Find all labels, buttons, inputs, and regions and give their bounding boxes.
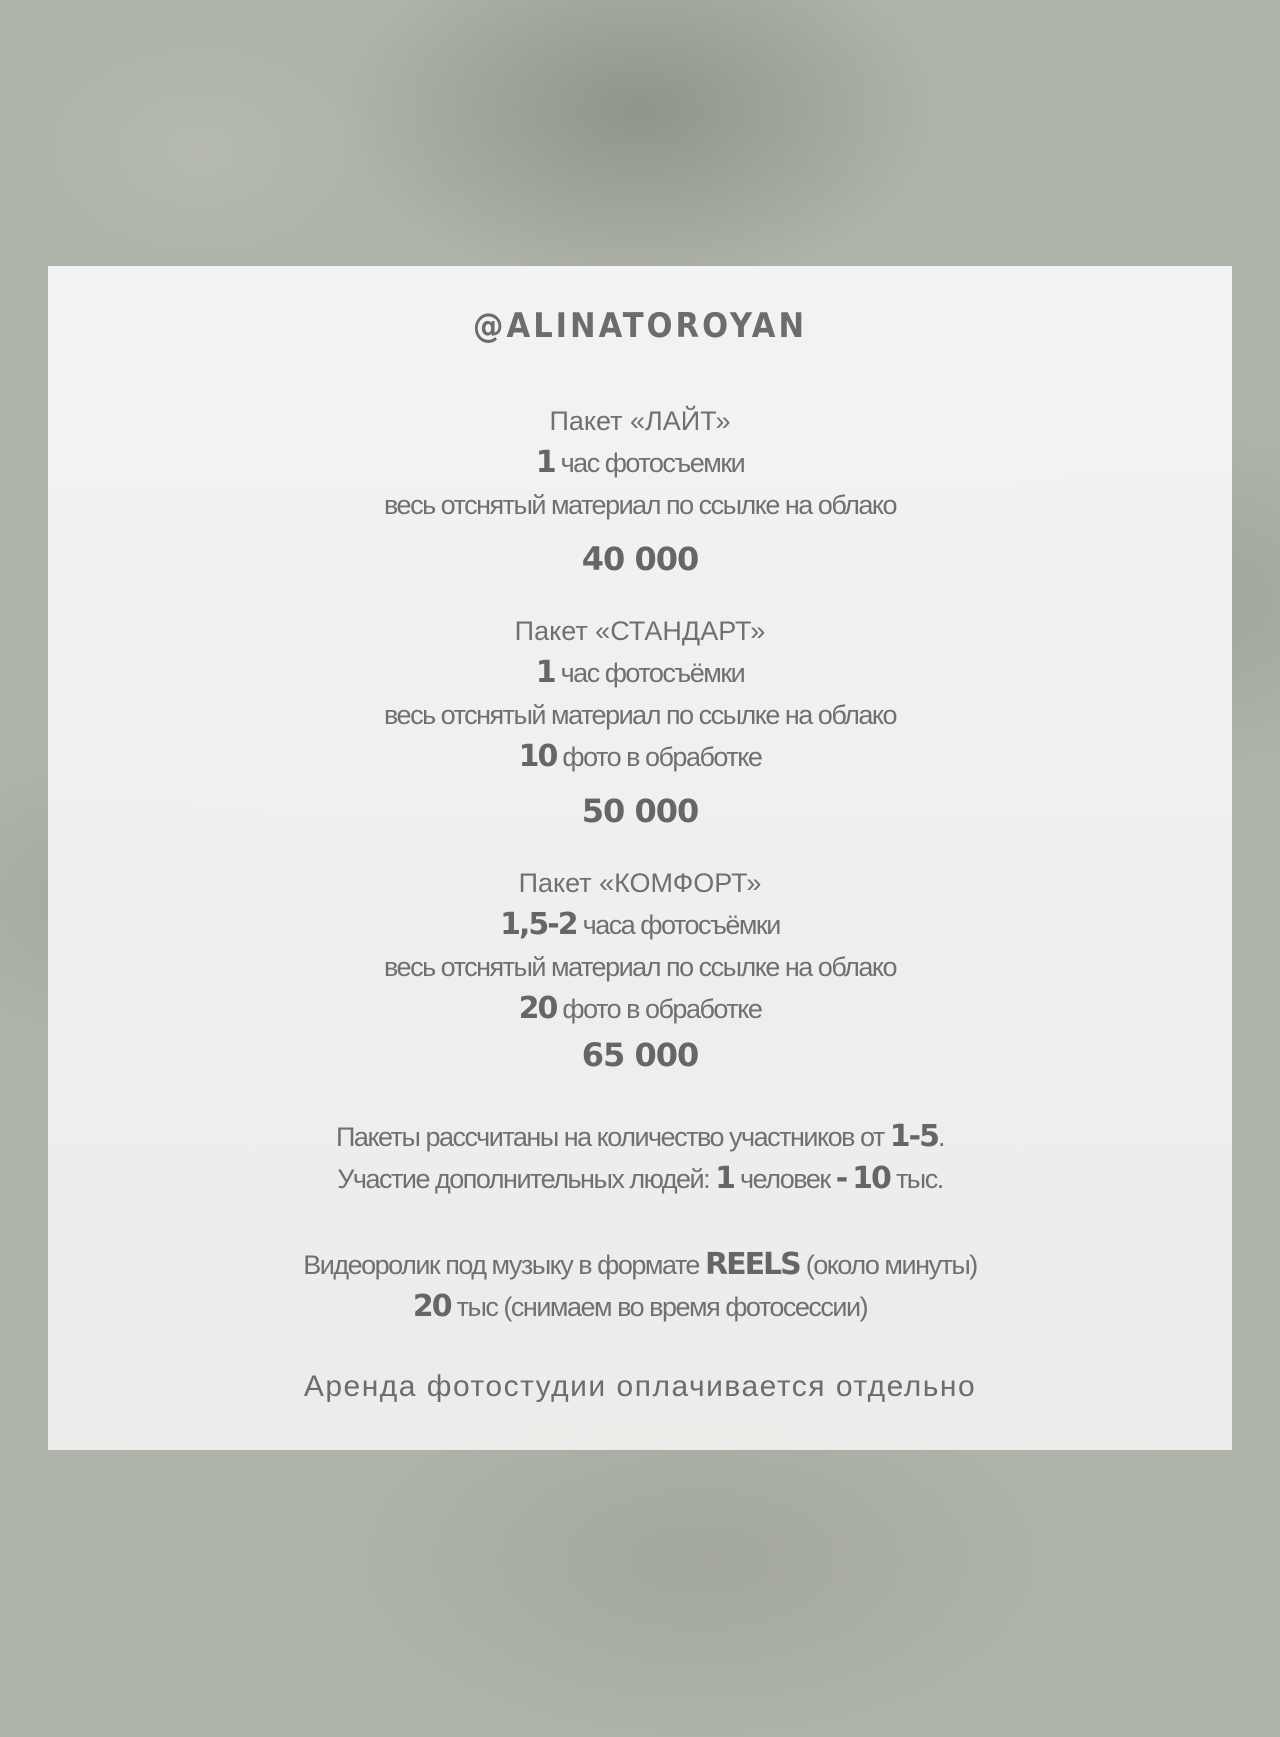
duration-text: час фотосъемки: [560, 448, 745, 478]
package-standard-duration: [48, 656, 1232, 690]
extra-people-note: [48, 1162, 1232, 1196]
video-note: [48, 1248, 1232, 1282]
extra-price-number: 10: [852, 1161, 890, 1196]
participants-note: [48, 1120, 1232, 1154]
package-lite-duration: [48, 446, 1232, 480]
price-card: [48, 266, 1232, 1450]
package-comfort-duration: [48, 908, 1232, 942]
package-comfort-price: 65 000: [581, 1036, 699, 1074]
participants-text: Пакеты рассчитаны на количество участников от: [336, 1122, 884, 1152]
package-standard-edited: [48, 740, 1232, 774]
duration-number: 1: [535, 655, 555, 690]
studio-rent-note: Аренда фотостудии оплачивается отдельно: [303, 1370, 977, 1403]
extra-end: тыс.: [895, 1164, 943, 1194]
package-standard-material: весь отснятый материал по ссылке на облако: [384, 700, 896, 730]
extra-text: Участие дополнительных людей:: [337, 1164, 710, 1194]
extra-count: 1: [715, 1161, 735, 1196]
package-lite-material: весь отснятый материал по ссылке на облако: [384, 490, 896, 520]
duration-number: 1: [535, 445, 555, 480]
package-standard-price: 50 000: [581, 792, 699, 830]
edited-number: 10: [518, 739, 557, 774]
package-comfort-edited: [48, 992, 1232, 1026]
duration-text: часа фотосъёмки: [582, 910, 780, 940]
package-standard-title: Пакет «СТАНДАРТ»: [514, 616, 766, 646]
video-text: Видеоролик под музыку в формате: [303, 1250, 699, 1280]
participants-end: .: [937, 1122, 944, 1152]
participants-number: 1-5: [889, 1119, 938, 1154]
package-lite-title: Пакет «ЛАЙТ»: [549, 406, 731, 436]
package-lite-price: 40 000: [581, 540, 699, 578]
duration-text: час фотосъёмки: [560, 658, 745, 688]
video-price-text: тыс (снимаем во время фотосессии): [456, 1292, 868, 1322]
edited-text: фото в обработке: [562, 994, 762, 1024]
package-comfort-title: Пакет «КОМФОРТ»: [518, 868, 762, 898]
video-price-number: 20: [412, 1289, 451, 1324]
instagram-handle: @ALINATOROYAN: [472, 306, 808, 346]
video-price-note: [48, 1290, 1232, 1324]
edited-number: 20: [518, 991, 557, 1026]
edited-text: фото в обработке: [562, 742, 762, 772]
extra-mid: человек: [740, 1164, 830, 1194]
video-duration-note: (около минуты): [805, 1250, 977, 1280]
package-comfort-material: весь отснятый материал по ссылке на облако: [384, 952, 896, 982]
video-format: REELS: [704, 1247, 800, 1282]
duration-number: 1,5-2: [500, 907, 577, 942]
extra-dash: -: [835, 1161, 847, 1196]
